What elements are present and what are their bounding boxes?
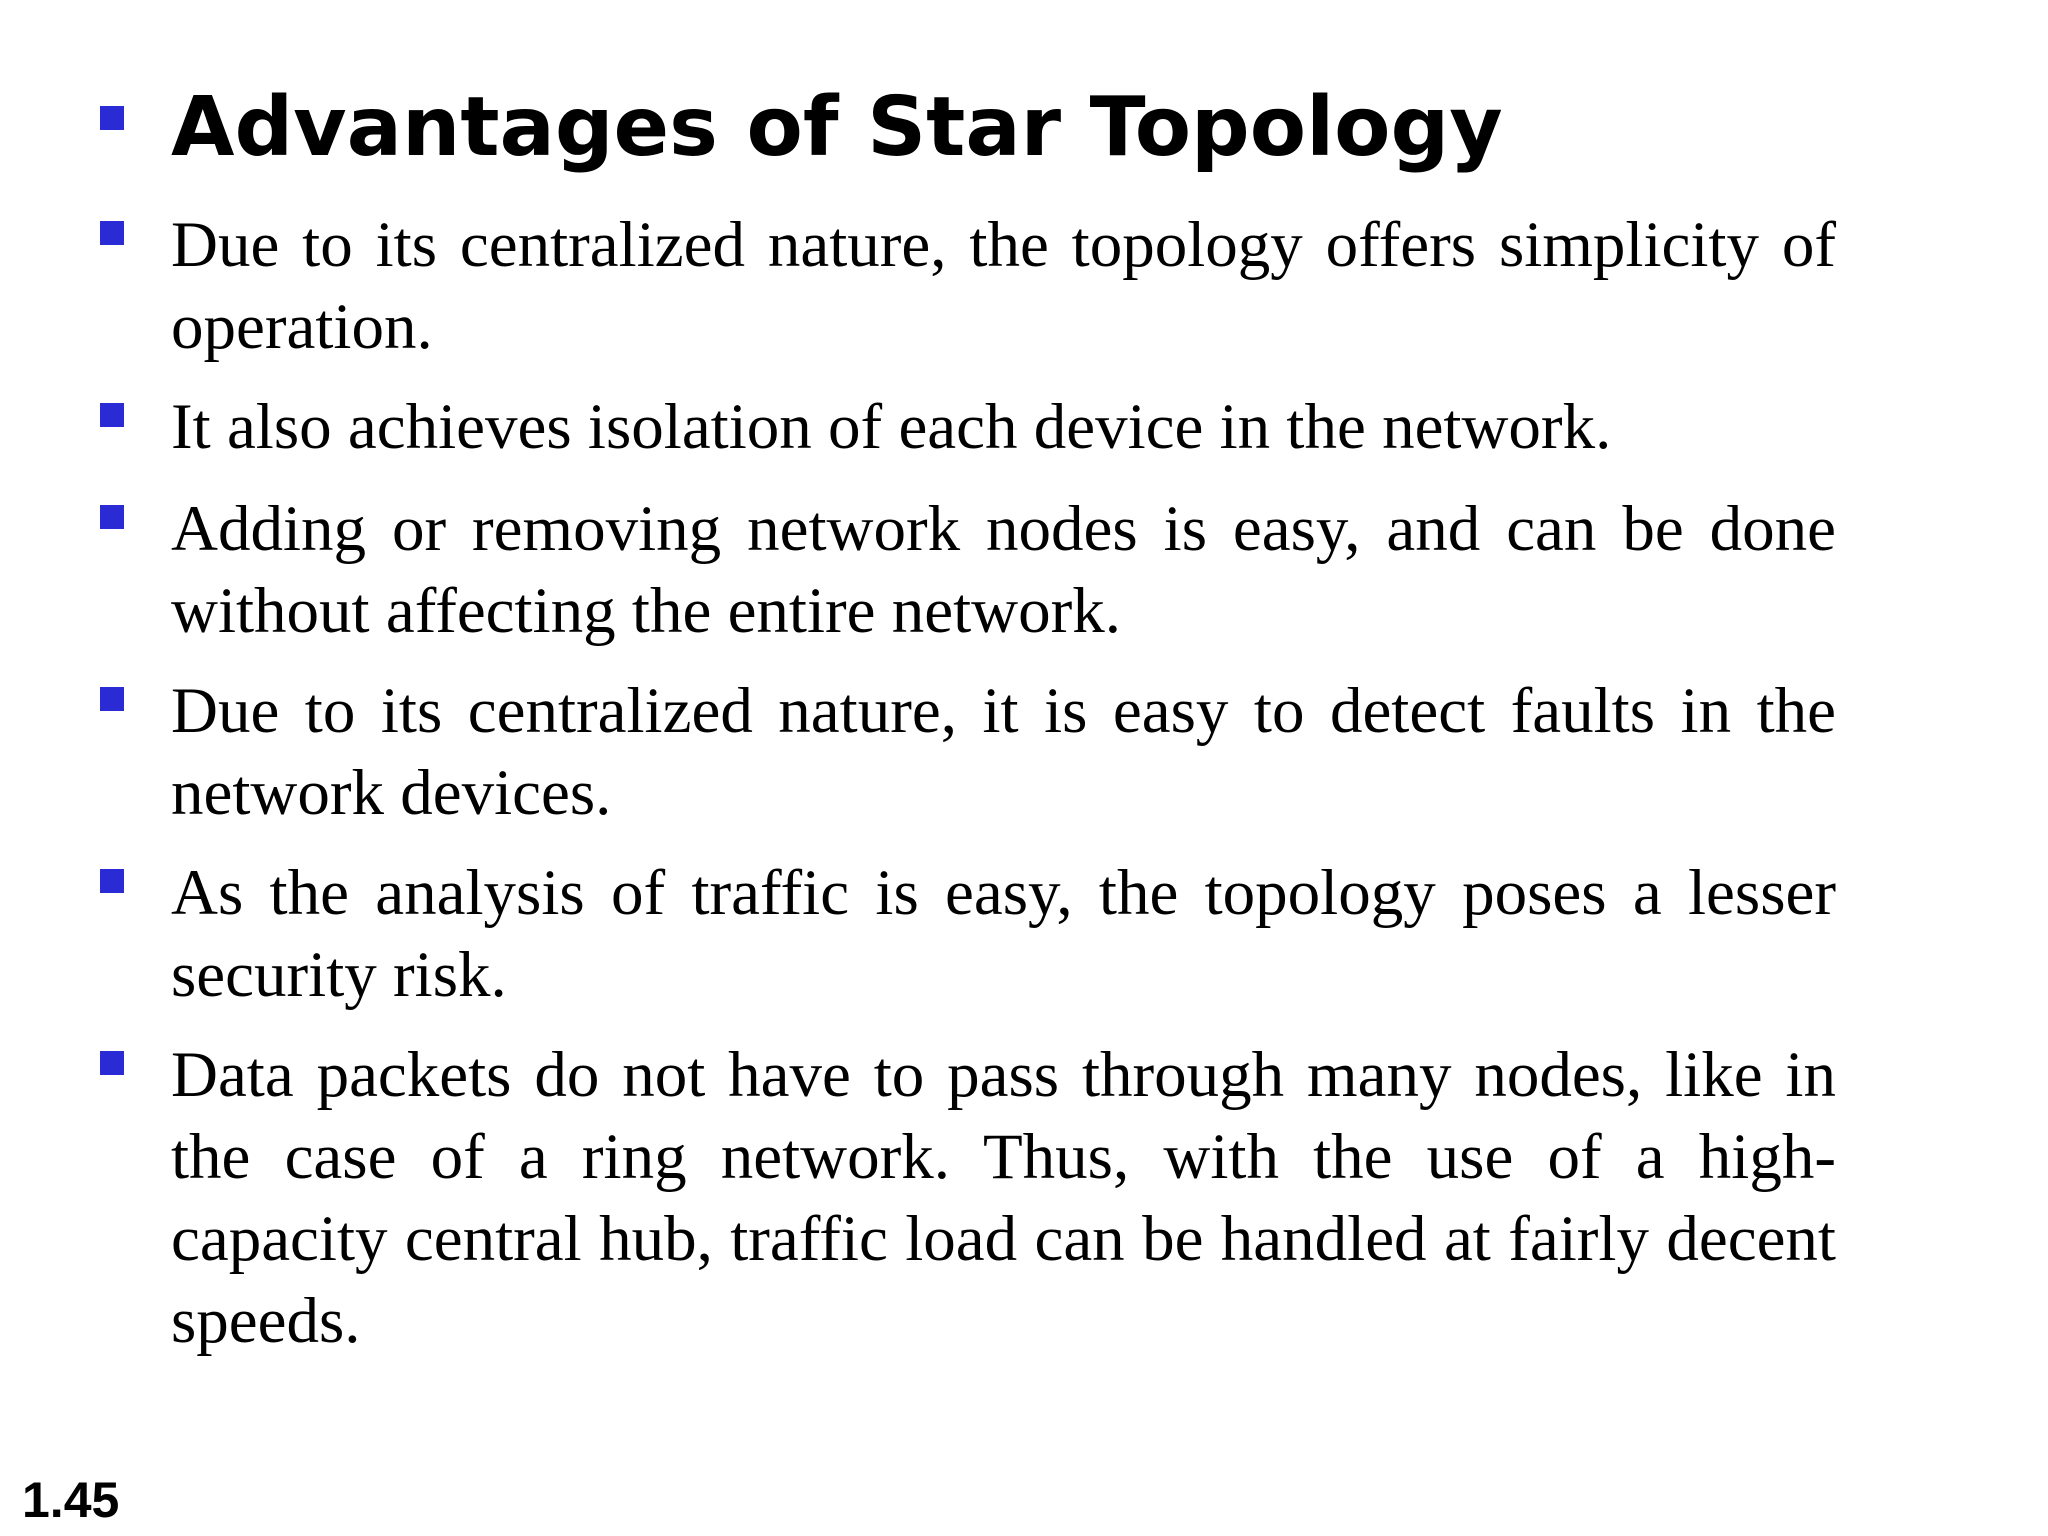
- bullet-icon: [100, 869, 124, 893]
- bullet-item-fault-detection: Due to its centralized nature, it is easy to detect faults in the network devices.: [171, 675, 1836, 829]
- bullet-item-adding-removing: Adding or removing network nodes is easy, and can be done without affecting the entire network.: [171, 493, 1836, 647]
- bullet-item-simplicity: Due to its centralized nature, the topology offers simplicity of operation.: [171, 209, 1836, 363]
- bullet-item-data-packets: Data packets do not have to pass through many nodes, like in the case of a ring network. Thus, with the use of a high-capacity central hub, traffic load can be handled at fairly decent speeds.: [171, 1039, 1836, 1357]
- slide-title: Advantages of Star Topology: [171, 80, 1503, 175]
- bullet-icon: [100, 1051, 124, 1075]
- title-bullet-icon: [100, 106, 124, 130]
- page-number: 1.45: [22, 1472, 120, 1528]
- bullet-icon: [100, 221, 124, 245]
- bullet-item-isolation: It also achieves isolation of each device in the network.: [171, 391, 1612, 463]
- bullet-icon: [100, 505, 124, 529]
- bullet-item-security: As the analysis of traffic is easy, the topology poses a lesser security risk.: [171, 857, 1836, 1011]
- bullet-icon: [100, 403, 124, 427]
- bullet-icon: [100, 687, 124, 711]
